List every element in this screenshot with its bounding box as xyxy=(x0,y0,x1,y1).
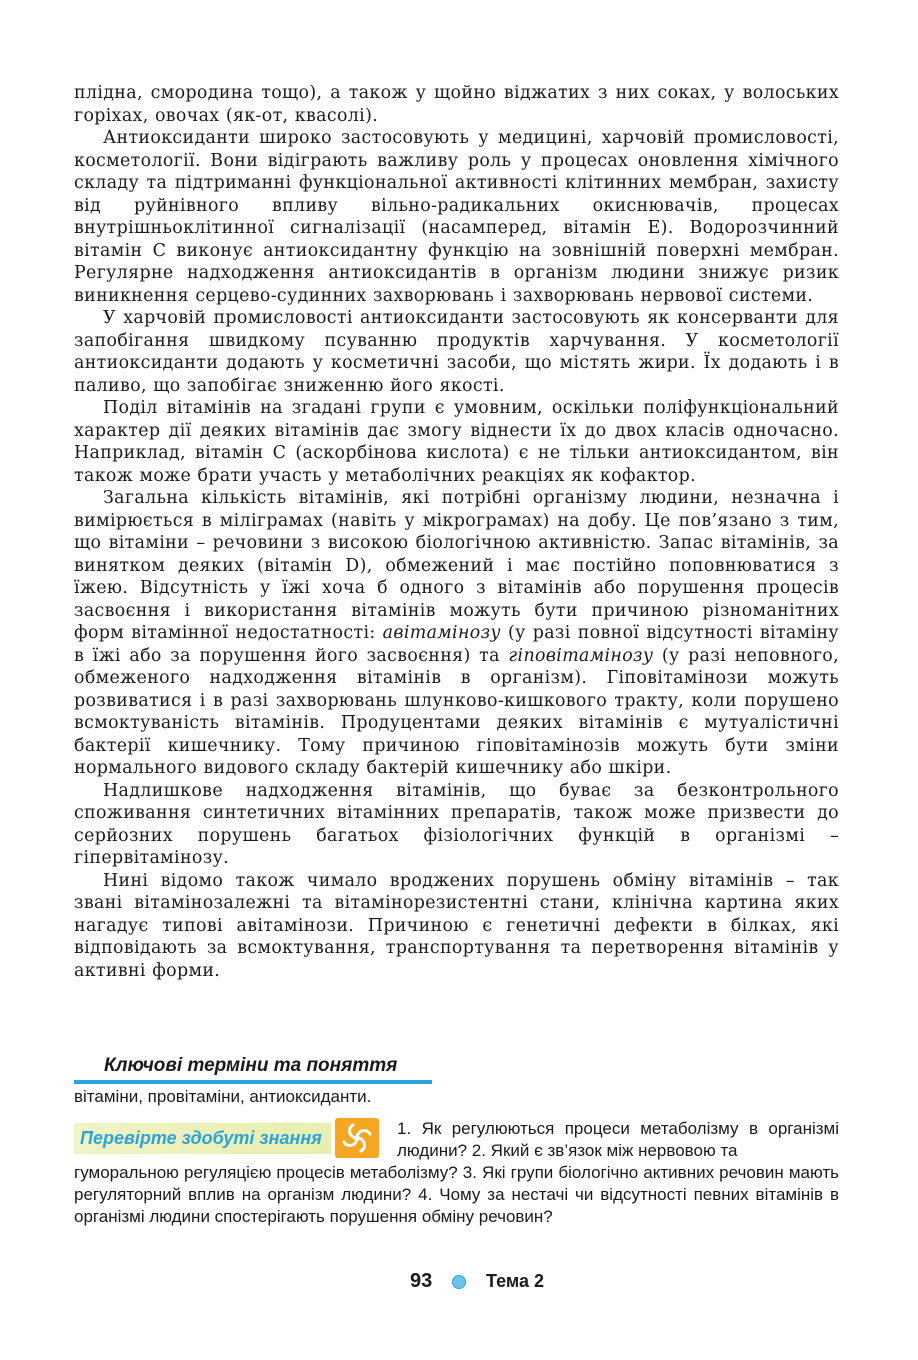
bullet-dot-icon xyxy=(452,1275,466,1289)
term-hypovitaminosis: гіповітамінозу xyxy=(508,645,654,666)
paragraph: плідна, смородина тощо), а також у щойно віджатих з них соках, у волоських горіхах, овочах (як-от, квасолі). xyxy=(74,83,839,126)
text-run: (у разі неповного, обмеженого надходження вітамінів в організм). Гіповітамінози можуть розвиватися і в разі захворювань шлунково-кишкового тракту, коли порушено всмоктуваність вітамінів. Продуцентами деяких вітамінів є мутуалістичні бактерії кишечнику. Тому причиною гіповітамінозів можуть бути зміни нормального видового складу бактерій кишечнику або шкіри. xyxy=(74,645,839,778)
key-terms-list: вітаміни, провітаміни, антиоксиданти. xyxy=(74,1087,372,1106)
text-run: (у разі повної відсутності вітаміну в їжі або за порушення його засвоєння) та xyxy=(74,623,839,666)
paragraph: Антиоксиданти широко застосовують у медицині, харчовій промисловості, косметології. Вони відіграють важливу роль у процесах оновлення хімічного складу та підтриманні функціональної активності клітинних мембран, захисту від руйнівного впливу вільно-радикальних окиснювачів, процесах внутрішньоклітинної сигналізації (насамперед, вітамін E). Водорозчинний вітамін С виконує антиоксидантну функцію на зовнішній поверхні мембран. Регулярне надходження антиоксидантів в організм людини знижує ризик виникнення серцево-судинних захворювань і захворювань нервової системи. xyxy=(74,128,839,306)
paragraph: У харчовій промисловості антиоксиданти застосовують як консерванти для запобігання швидкому псуванню продуктів харчування. У косметології антиоксиданти додають у косметичні засоби, що містять жири. Їх додають і в паливо, що запобігає зниженню його якості. xyxy=(74,308,839,396)
term-avitaminosis: авітамінозу xyxy=(382,623,501,643)
paragraph xyxy=(74,487,839,780)
page-number: 93 xyxy=(410,1270,433,1292)
check-knowledge-label xyxy=(74,1123,331,1154)
topic-label: Тема 2 xyxy=(486,1271,544,1291)
page-footer xyxy=(0,1268,918,1294)
swirl-icon xyxy=(335,1118,379,1158)
review-questions-bottom: гуморальною регуляцією процесів метаболізму? 3. Які групи біологічно активних речовин мають регуляторний вплив на організм людини? 4. Чому за нестачі чи відсутності певних вітамінів в організмі людини спостерігають порушення обміну речовин? xyxy=(74,1163,839,1226)
text-run: Загальна кількість вітамінів, які потрібні організму людини, незначна і вимірюється в міліграмах (навіть у мікрограмах) на добу. Це пов’язано з тим, що вітаміни – речовини з високою біологічною активністю. Запас вітамінів, за винятком деяких (вітамін D), обмежений і має постійно поповнюватися з їжею. Відсутність у їжі хоча б одного з вітамінів або порушення процесів засвоєння і використання вітамінів можуть бути причиною різноманітних форм вітамінної недостатності: xyxy=(74,488,839,643)
check-knowledge-title: Перевірте здобуті знання xyxy=(80,1128,322,1148)
paragraph: Поділ вітамінів на згадані групи є умовним, оскільки поліфункціональний характер дії деяких вітамінів дає змогу віднести їх до двох класів одночасно. Наприклад, вітамін С (аскорбінова кислота) є не тільки антиоксидантом, він також може брати участь у метаболічних реакціях як кофактор. xyxy=(74,398,839,486)
key-terms-heading xyxy=(74,1053,432,1084)
review-questions-top: 1. Як регулюються процеси метаболізму в організмі людини? 2. Який є зв’язок між нервовою та xyxy=(397,1119,839,1160)
paragraph: Надлишкове надходження вітамінів, що буває за безконтрольного споживання синтетичних вітамінних препаратів, також може призвести до серйозних порушень багатьох фізіологічних функцій в організмі – гіпервітамінозу. xyxy=(74,780,839,868)
paragraph: Нині відомо також чимало вроджених порушень обміну вітамінів – так звані вітамінозалежні та вітамінорезистентні стани, клінічна картина яких нагадує типові авітамінози. Причиною є генетичні дефекти в білках, які відповідають за всмоктування, транспортування та перетворення вітамінів у активні форми. xyxy=(74,870,839,981)
key-terms-title: Ключові терміни та поняття xyxy=(104,1055,398,1076)
main-text xyxy=(74,82,839,982)
